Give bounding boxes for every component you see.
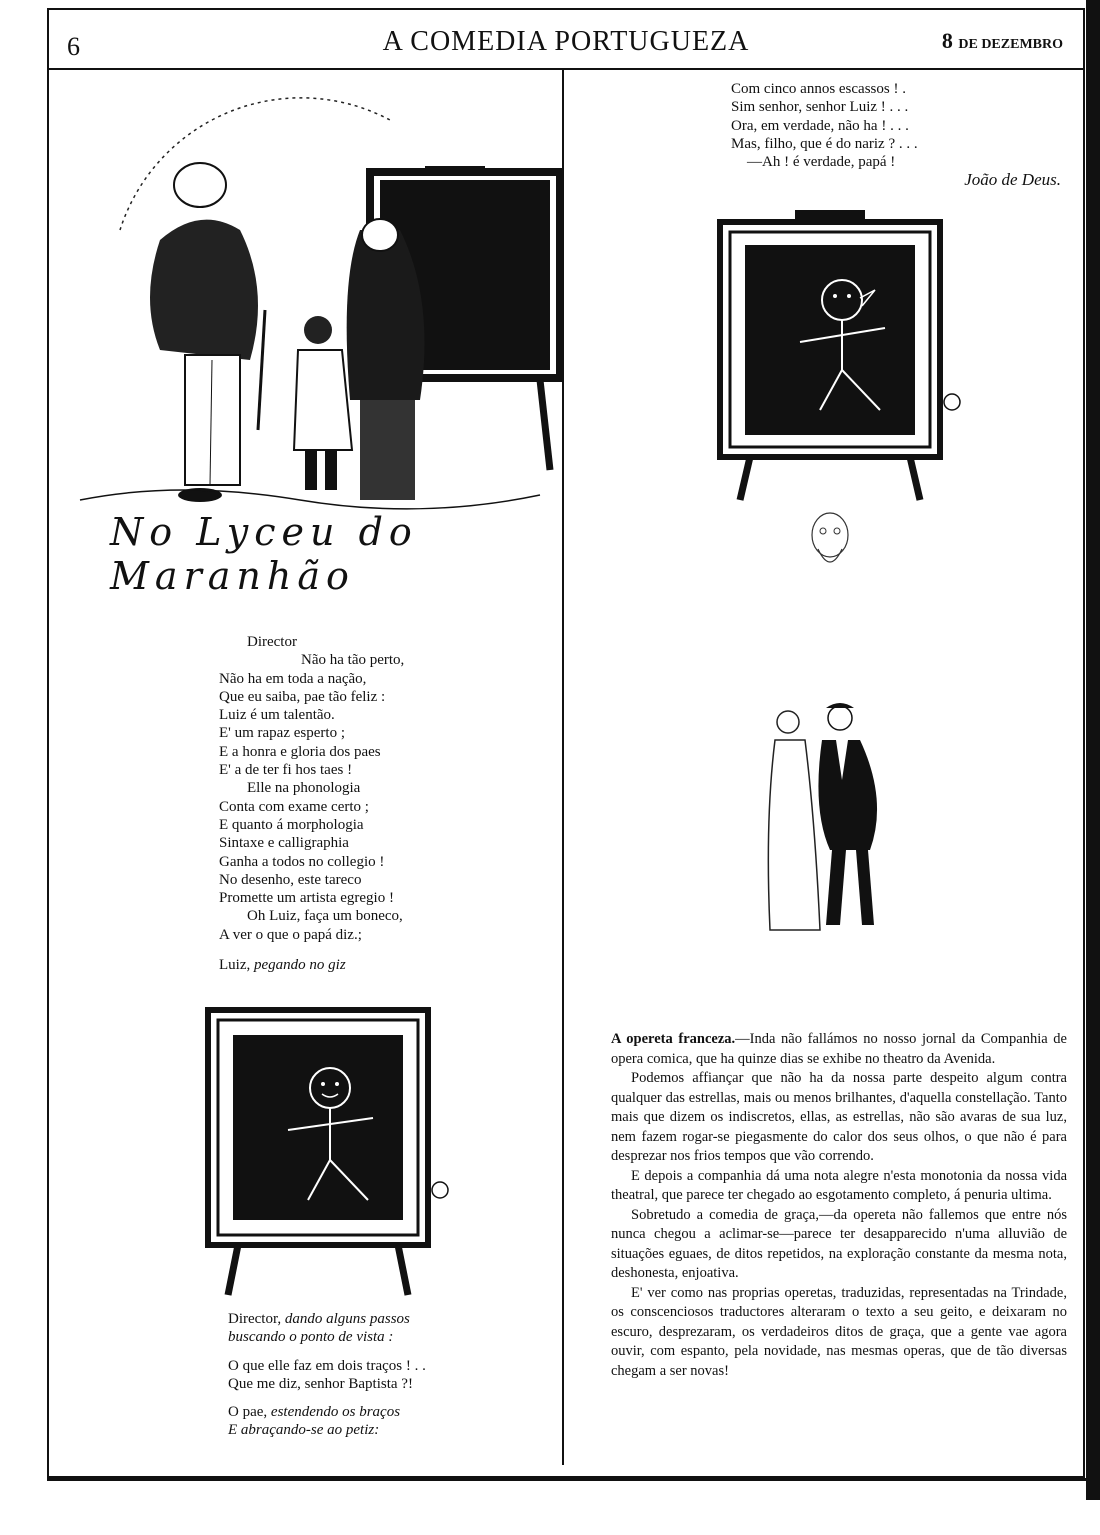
stage-name: O pae, (228, 1404, 268, 1421)
stage-direction-luiz (219, 956, 539, 974)
verse-line: Luiz é um talentão. (219, 707, 335, 724)
article-paragraph (611, 1030, 1067, 1069)
stage-direction-pae (228, 1403, 548, 1421)
verse-line: Promette um artista egregio ! (219, 890, 394, 907)
stage-direction-director (228, 1310, 548, 1328)
blackboard-drawing-right (720, 210, 970, 500)
article-paragraph: E' ver como nas proprias operetas, traduzidas, representadas na Trindade, os conscenciosos traductores alteraram o texto a seu geito, e deixaram no escuro, desprezaram, os verdadeiros ditos de graça, que a gente vae agora ouvir, com espanto, pela novidade, nas mesmas operas, que de tão diversas chegam a ser novas! (611, 1284, 1067, 1379)
article-paragraph: Sobretudo a comedia de graça,—da opereta não fallemos que entre nós nunca chegou a aclimar-se—parece ter desapparecido n'uma alluvião de situações eguaes, de ditos repetidos, na exploração constante da mesma nota, deshonesta, enjoativa. (611, 1206, 1067, 1281)
bottom-rule (47, 1478, 1087, 1481)
right-poem (731, 80, 1071, 190)
speaker-director: Director (247, 634, 297, 650)
left-poem-end (228, 1310, 548, 1440)
verse-line: E' um rapaz esperto ; (219, 725, 345, 742)
scan-edge (1086, 0, 1100, 1500)
verse-line: Sintaxe e calligraphia (219, 835, 349, 852)
verse-line: Oh Luiz, faça um boneco, (247, 908, 403, 925)
date-month: DE DEZEMBRO (958, 37, 1063, 52)
article-paragraph: E depois a companhia dá uma nota alegre n'esta monotonia da nossa vida theatral, que parece ter chegado ao esgotamento completo, á penuria ultima. (611, 1167, 1067, 1203)
verse-line: Que eu saiba, pae tão feliz : (219, 688, 386, 705)
date-day: 8 (941, 28, 953, 53)
verse-line: Mas, filho, que é do nariz ? . . . (731, 135, 918, 152)
stage-action: E abraçando-se ao petiz: (228, 1422, 380, 1439)
verse-line: No desenho, este tareco (219, 871, 362, 888)
stage-action: estendendo os braços (270, 1404, 401, 1421)
article-paragraph: Podemos affiançar que não ha da nossa parte despeito algum contra qualquer das estrellas, mais ou menos brilhantes, d'aquella constellação. Tanto mais que dizem os indiscretos, ellas, as estrellas, não são avaras de sua luz, nem fazem rogar-se piegasmente do calor dos seus olhos, o que não é para desprezar nos frios tempos que vão correndo. (611, 1070, 1067, 1164)
verse-line: Ganha a todos no collegio ! (219, 853, 385, 870)
verse-line: Conta com exame certo ; (219, 798, 369, 815)
page-header (47, 8, 1085, 70)
verse-line: E a honra e gloria dos paes (219, 743, 381, 760)
verse-line: Ora, em verdade, não ha ! . . . (731, 117, 909, 134)
verse-line: Não ha em toda a nação, (219, 670, 367, 687)
verse-line: E' a de ter fi hos taes ! (219, 762, 353, 779)
poem-author: João de Deus. (964, 170, 1061, 190)
masthead-title: A COMEDIA PORTUGUEZA (382, 26, 750, 57)
verse-line: Sim senhor, senhor Luiz ! . . . (731, 99, 909, 116)
verse-line: —Ah ! é verdade, papá ! (747, 154, 896, 171)
stage-name: Luiz, (219, 957, 251, 974)
article-lead: —Inda não fallámos no nosso jornal da Companhia de opera comica, que ha quinze dias se exhibe no theatro da Avenida. (611, 1031, 1067, 1067)
blackboard-drawing-left (208, 1010, 458, 1300)
caption-text: No Lyceu do Maranhão (110, 510, 418, 598)
verse-line: E quanto á morphologia (219, 816, 364, 833)
stage-action: buscando o ponto de vista : (228, 1329, 394, 1346)
head-sketch (800, 505, 860, 585)
left-poem (219, 633, 539, 974)
verse-line: Elle na phonologia (247, 780, 361, 797)
illustration-caption (110, 510, 530, 598)
stage-name: Director, (228, 1311, 282, 1327)
verse-line: A ver o que o papá diz.; (219, 926, 362, 943)
page-number: 6 (67, 32, 80, 61)
verse-line: Com cinco annos escassos ! . (731, 81, 906, 97)
article-opereta (611, 1030, 1067, 1381)
verse-line: O que elle faz em dois traços ! . . (228, 1357, 426, 1374)
stage-action: dando alguns passos (284, 1311, 410, 1327)
stage-action: pegando no giz (254, 957, 346, 974)
verse-line: Não ha tão perto, (301, 652, 405, 669)
dateline (942, 28, 1063, 54)
article-title: A opereta franceza. (611, 1031, 736, 1047)
verse-line: Que me diz, senhor Baptista ?! (228, 1375, 413, 1392)
couple-illustration (760, 700, 920, 940)
